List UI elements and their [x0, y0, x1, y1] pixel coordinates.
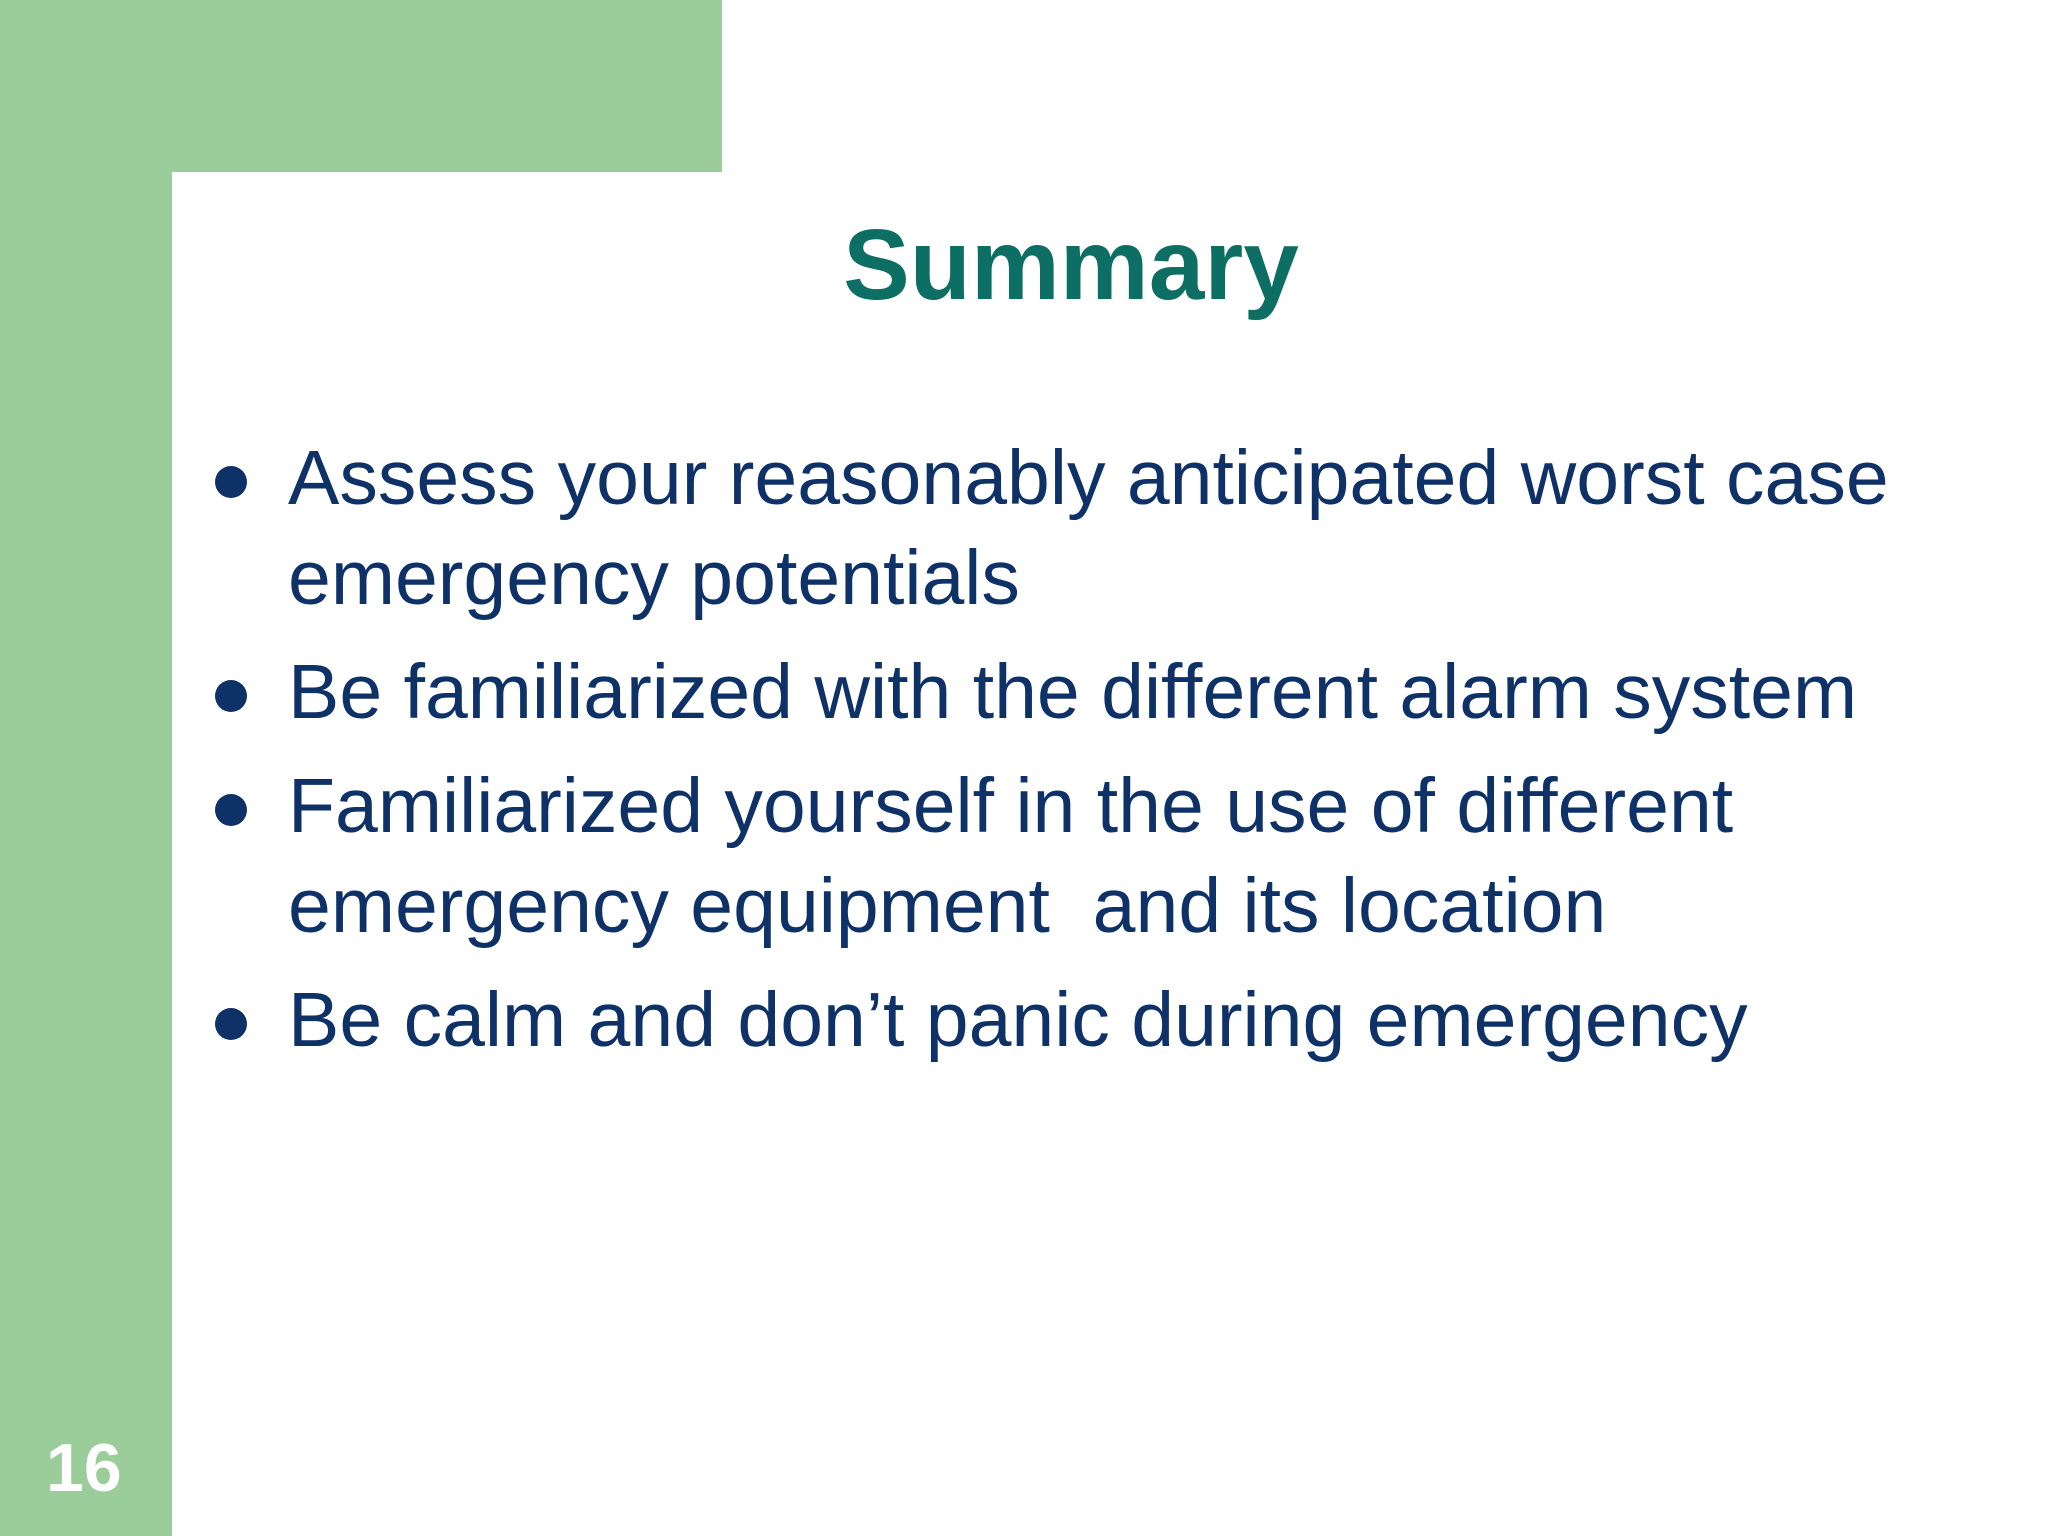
- bullet-item: [212, 970, 1912, 1070]
- bullet-item: [212, 756, 1912, 956]
- bullet-text: Assess your reasonably anticipated worst case emergency potentials: [288, 435, 1889, 621]
- bullet-text: Be familiarized with the different alarm system: [288, 649, 1858, 735]
- bullet-text: Be calm and don’t panic during emergency: [288, 977, 1748, 1063]
- top-accent-band: [0, 0, 722, 172]
- bullet-dot-icon: [215, 794, 247, 826]
- left-accent-band: [0, 0, 172, 1536]
- slide-page-number: 16: [46, 1430, 122, 1506]
- bullet-dot-icon: [215, 680, 247, 712]
- bullet-dot-icon: [215, 1008, 247, 1040]
- bullet-item: [212, 642, 1912, 742]
- slide-title: Summary: [843, 209, 1299, 321]
- bullet-item: [212, 428, 1912, 628]
- bullet-text: Familiarized yourself in the use of different emergency equipment and its location: [288, 763, 1755, 949]
- bullet-list: [212, 428, 1912, 1084]
- bullet-dot-icon: [215, 466, 247, 498]
